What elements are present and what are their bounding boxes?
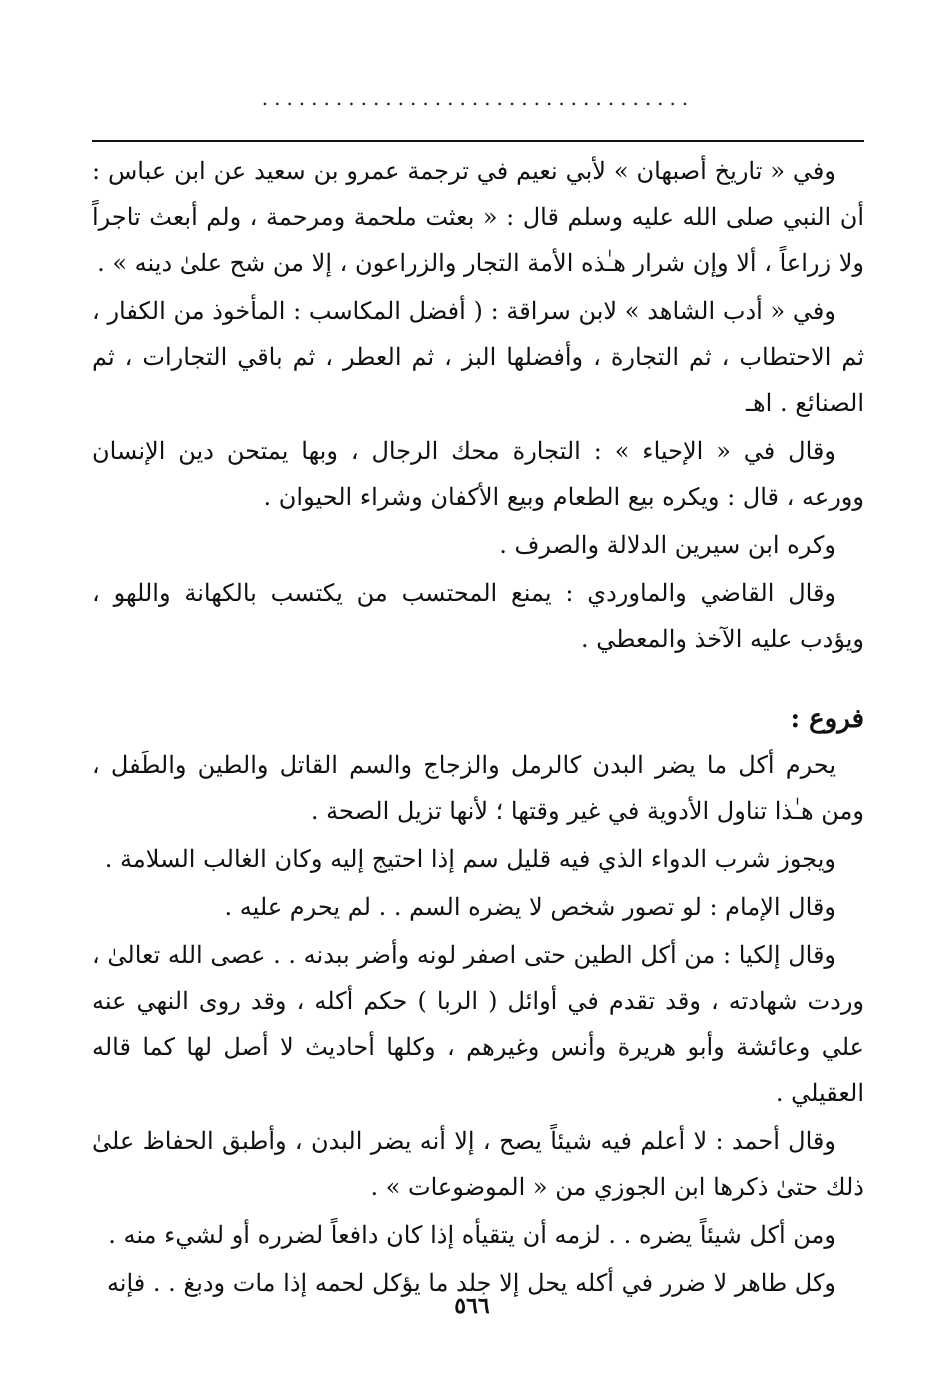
paragraph-qadi-mawardi: وقال القاضي والماوردي : يمنع المحتسب من يكتسب بالكهانة واللهو ، ويؤدب عليه الآخذ والمعطي . xyxy=(92,579,864,653)
header-dotted-line: ................................... xyxy=(261,86,695,110)
section-heading: فروع : xyxy=(790,704,864,734)
paragraph-tarikh-asbahan: وفي « تاريخ أصبهان » لأبي نعيم في ترجمة عمرو بن سعيد عن ابن عباس : أن النبي صلى الله عليه وسلم قال : « بعثت ملحمة ومرحمة ، ولم أبعث تاجراً ولا زراعاً ، ألا وإن شرار هـٰذه الأمة التجار والزراعون ، إلا من شح علىٰ دينه » . xyxy=(92,157,864,277)
paragraph-adab-al-shahid: وفي « أدب الشاهد » لابن سراقة : ( أفضل المكاسب : المأخوذ من الكفار ، ثم الاحتطاب ، ثم التجارة ، وأفضلها البز ، ثم العطر ، ثم باقي التجارات ، ثم الصنائع . اهـ xyxy=(92,297,864,417)
page-body xyxy=(92,148,864,1308)
paragraph-ilkiya: وقال إلكيا : من أكل الطين حتى اصفر لونه وأضر ببدنه . . عصى الله تعالىٰ ، وردت شهادته ، وقد تقدم في أوائل ( الربا ) حكم أكله ، وقد روى النهي عنه علي وعائشة وأبو هريرة وأنس وغيرهم ، وكلها أحاديث لا أصل لها كما قاله العقيلي . xyxy=(92,941,864,1107)
paragraph-imam: وقال الإمام : لو تصور شخص لا يضره السم . . لم يحرم عليه . xyxy=(224,893,836,921)
paragraph-ihya: وقال في « الإحياء » : التجارة محك الرجال ، وبها يمتحن دين الإنسان وورعه ، قال : ويكره بيع الطعام وبيع الأكفان وشراء الحيوان . xyxy=(92,437,864,511)
paragraph-ahmad: وقال أحمد : لا أعلم فيه شيئاً يصح ، إلا أنه يضر البدن ، وأطبق الحفاظ علىٰ ذلك حتىٰ ذكرها ابن الجوزي من « الموضوعات » . xyxy=(92,1127,864,1201)
paragraph-medicine-poison: ويجوز شرب الدواء الذي فيه قليل سم إذا احتيج إليه وكان الغالب السلامة . xyxy=(104,845,836,873)
header-rule xyxy=(92,140,864,142)
page-number: ٥٦٦ xyxy=(454,1293,490,1319)
paragraph-ibn-sirin: وكره ابن سيرين الدلالة والصرف . xyxy=(499,531,836,559)
paragraph-pure-things: وكل طاهر لا ضرر في أكله يحل إلا جلد ما يؤكل لحمه إذا مات ودبغ . . فإنه xyxy=(106,1269,836,1297)
paragraph-harmful-food: يحرم أكل ما يضر البدن كالرمل والزجاج والسم القاتل والطين والطَفل ، ومن هـٰذا تناول الأدوية في غير وقتها ؛ لأنها تزيل الصحة . xyxy=(92,751,864,825)
paragraph-vomit: ومن أكل شيئاً يضره . . لزمه أن يتقيأه إذا كان دافعاً لضرره أو لشيء منه . xyxy=(108,1221,836,1249)
